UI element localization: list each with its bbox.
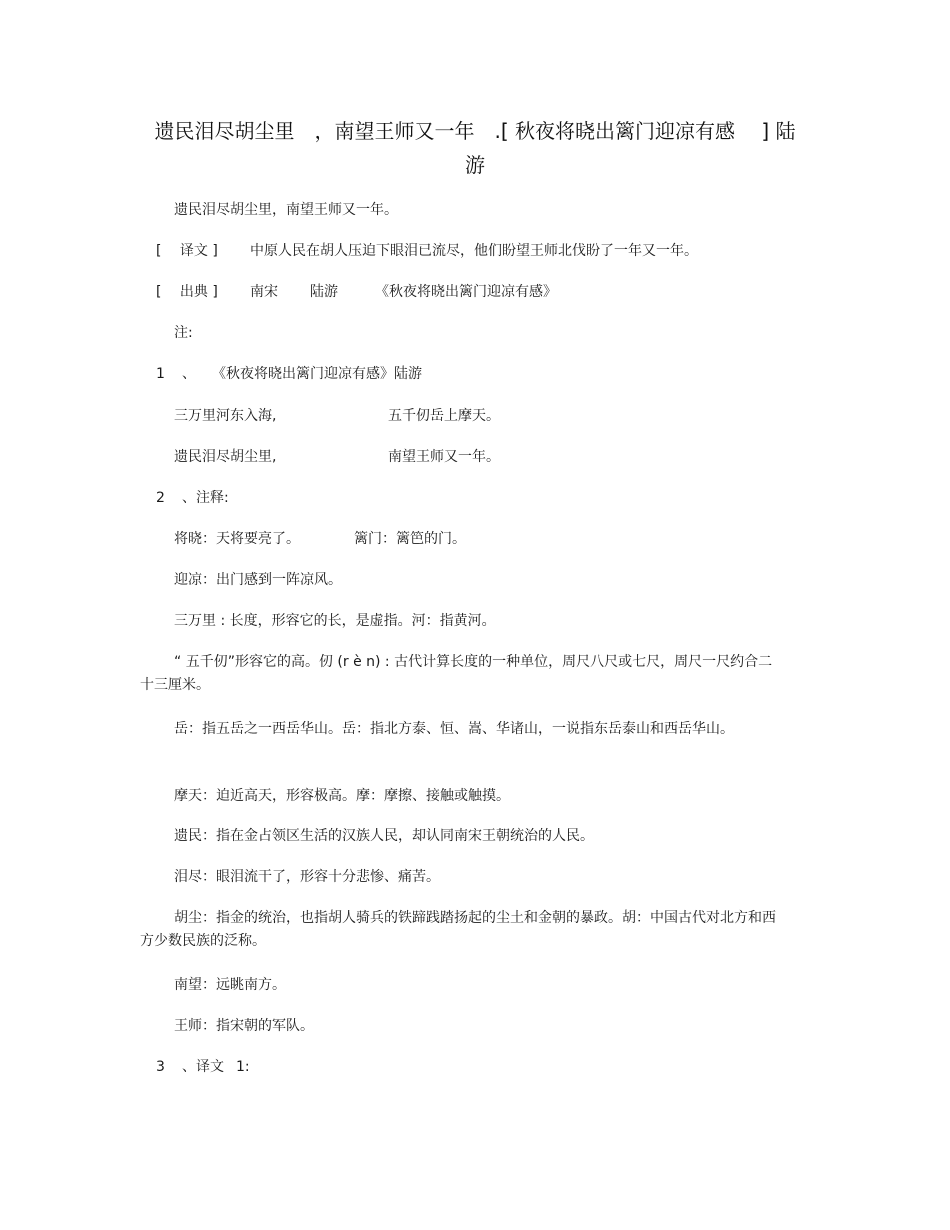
note-yue: 岳：指五岳之一西岳华山。岳：指北方泰、恒、嵩、华诸山，一说指东岳泰山和西岳华山。 (174, 721, 734, 737)
source-poem-title: 《秋夜将晓出篱门迎凉有感》 (375, 284, 557, 300)
notes-heading: 注: (174, 325, 193, 341)
section-number-1: 1 (156, 366, 165, 382)
source-dynasty: 南宋 (250, 284, 278, 300)
section-3-subnumber: 1: (236, 1059, 250, 1075)
note-limen: 篱门：篱笆的门。 (354, 531, 466, 547)
poem-line-3: 遗民泪尽胡尘里, (174, 449, 277, 465)
poem-line-1: 三万里河东入海, (174, 408, 277, 424)
note-wuqianren: “ 五千仞”形容它的高。仞 (r è n) : 古代计算长度的一种单位，周尺八尺或七尺，周尺一尺约合二十三厘米。 (140, 654, 773, 693)
note-yimin: 遗民：指在金占领区生活的汉族人民，却认同南宋王朝统治的人民。 (174, 828, 594, 844)
translation-label: [ 译文 ] (156, 243, 218, 259)
source-label: [ 出典 ] (156, 284, 218, 300)
document-title (140, 114, 810, 182)
title-line-2: 游 (465, 153, 485, 177)
poem-line-4: 南望王师又一年。 (388, 449, 500, 465)
note-jiangxiao: 将晓：天将要亮了。 (174, 531, 300, 547)
note-leijin: 泪尽：眼泪流干了，形容十分悲惨、痛苦。 (174, 869, 440, 885)
poem-quote-line: 遗民泪尽胡尘里，南望王师又一年。 (174, 202, 398, 218)
note-wangshi: 王师：指宋朝的军队。 (174, 1018, 314, 1034)
note-motian: 摩天：迫近高天，形容极高。摩：摩擦、接触或触摸。 (174, 788, 510, 804)
translation-text: 中原人民在胡人压迫下眼泪已流尽，他们盼望王师北伐盼了一年又一年。 (250, 243, 698, 259)
note-huchen: 胡尘：指金的统治，也指胡人骑兵的铁蹄践踏扬起的尘土和金朝的暴政。胡：中国古代对北方和西方少数民族的泛称。 (140, 910, 776, 949)
source-author: 陆游 (310, 284, 338, 300)
section-separator-1: 、 (182, 366, 196, 382)
section-number-3: 3 (156, 1059, 165, 1075)
section-3-title: 、译文 (182, 1059, 224, 1075)
note-yingliang: 迎凉：出门感到一阵凉风。 (174, 572, 342, 588)
poem-line-2: 五千仞岳上摩天。 (388, 408, 500, 424)
section-2-title: 、注释: (182, 490, 229, 506)
section-number-2: 2 (156, 490, 165, 506)
note-nanwang: 南望：远眺南方。 (174, 977, 286, 993)
section-1-title: 《秋夜将晓出篱门迎凉有感》陆游 (212, 366, 422, 382)
title-line-1: 遗民泪尽胡尘里 ，南望王师又一年 .[ 秋夜将晓出篱门迎凉有感 ] 陆 (154, 119, 796, 143)
note-sanwanli: 三万里 : 长度，形容它的长，是虚指。河：指黄河。 (174, 613, 496, 629)
